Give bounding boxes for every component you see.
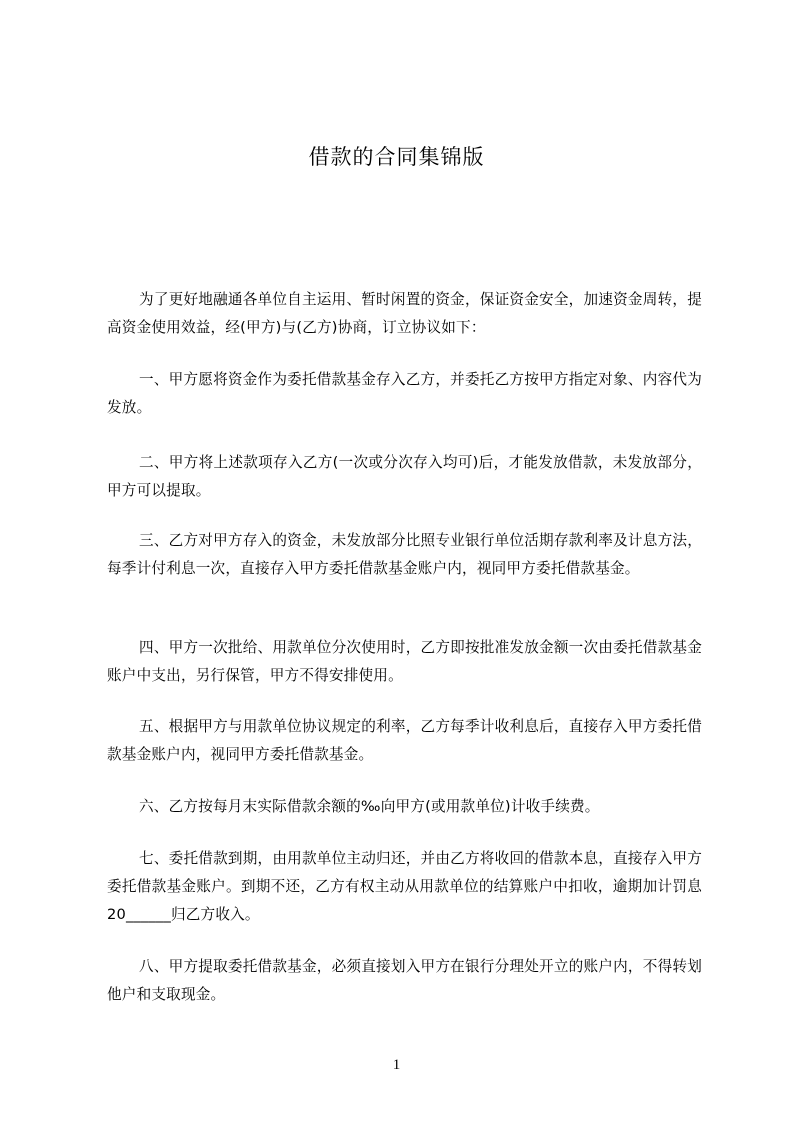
- paragraph-clause-2: 二、甲方将上述款项存入乙方(一次或分次存入均可)后，才能发放借款，未发放部分，甲方可以提取。: [107, 454, 702, 499]
- paragraph-clause-1: 一、甲方愿将资金作为委托借款基金存入乙方，并委托乙方按甲方指定对象、内容代为发放。: [107, 371, 702, 416]
- paragraph-clause-5: 五、根据甲方与用款单位协议规定的利率，乙方每季计收利息后，直接存入甲方委托借款基金账户内，视同甲方委托借款基金。: [107, 718, 702, 763]
- paragraph-clause-4: 四、甲方一次批给、用款单位分次使用时，乙方即按批准发放金额一次由委托借款基金账户中支出，另行保管，甲方不得安排使用。: [107, 639, 702, 684]
- paragraph-clause-8: 八、甲方提取委托借款基金，必须直接划入甲方在银行分理处开立的账户内，不得转划他户和支取现金。: [107, 958, 702, 1003]
- page-number: 1: [392, 1057, 401, 1073]
- paragraph-clause-6: 六、乙方按每月末实际借款余额的‰向甲方(或用款单位)计收手续费。: [139, 798, 600, 815]
- paragraph-clause-3: 三、乙方对甲方存入的资金，未发放部分比照专业银行单位活期存款利率及计息方法，每季计付利息一次，直接存入甲方委托借款基金账户内，视同甲方委托借款基金。: [107, 532, 702, 577]
- document-title: 借款的合同集锦版: [308, 145, 485, 169]
- paragraph-clause-7: 七、委托借款到期，由用款单位主动归还，并由乙方将收回的借款本息，直接存入甲方委托借款基金账户。到期不还，乙方有权主动从用款单位的结算账户中扣收，逾期加计罚息 20______归乙方收入。: [107, 850, 702, 923]
- paragraph-intro: 为了更好地融通各单位自主运用、暂时闲置的资金，保证资金安全，加速资金周转，提高资金使用效益，经(甲方)与(乙方)协商，订立协议如下：: [107, 291, 702, 336]
